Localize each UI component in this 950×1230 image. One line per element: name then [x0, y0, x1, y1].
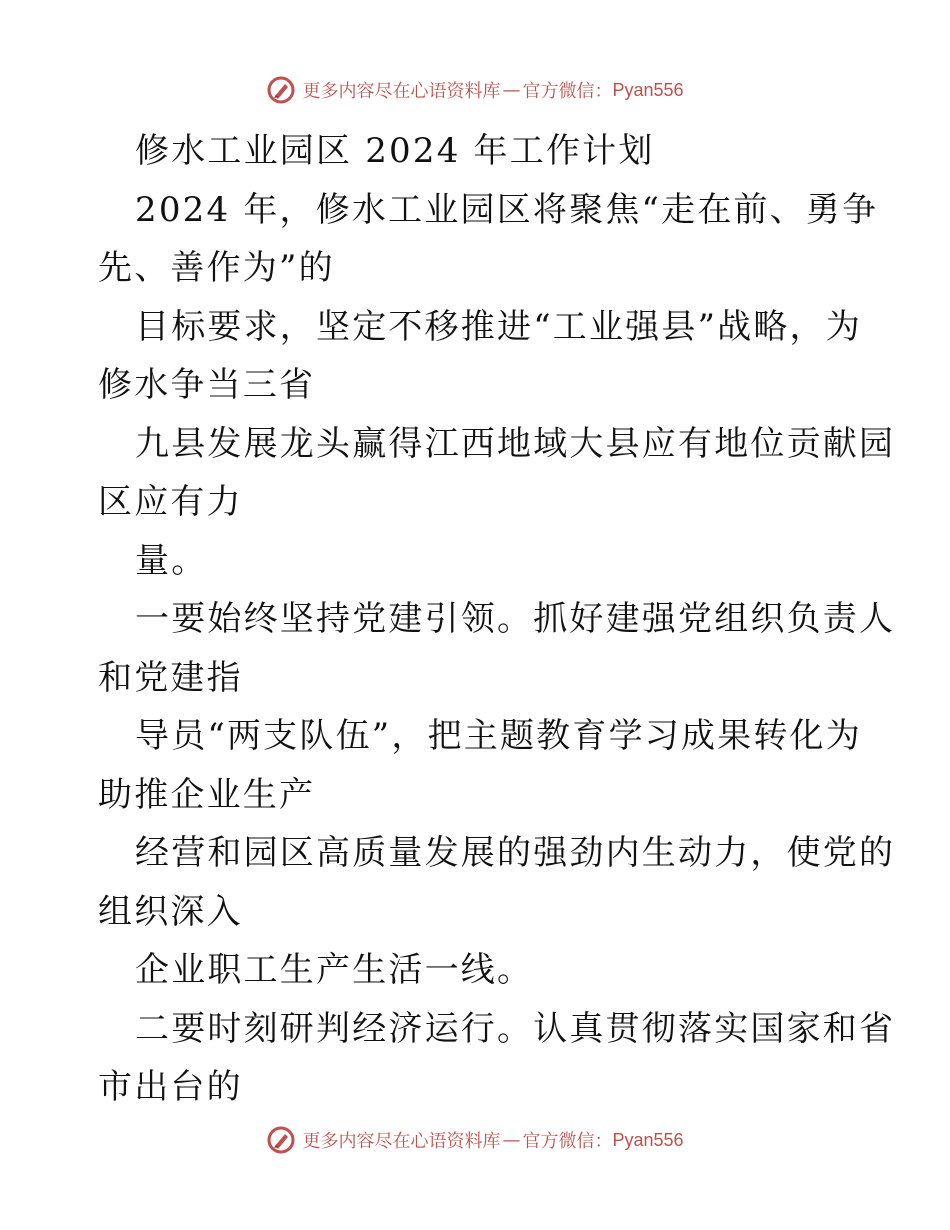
watermark-separator: — [502, 1129, 521, 1151]
pen-logo-icon [266, 75, 296, 105]
text-line: 企业职工生产生活一线。 [135, 950, 534, 990]
text-line: 九县发展龙头赢得江西地域大县应有地位贡献园 [135, 423, 896, 464]
text-line: 区应有力 [98, 482, 243, 522]
pen-logo-icon [266, 1125, 296, 1155]
text-line: 先、善作为”的 [98, 248, 335, 288]
watermark-separator: — [502, 79, 521, 101]
text-line: 修水争当三省 [98, 365, 316, 405]
text-line: 量。 [135, 540, 208, 581]
watermark-label: 官方微信： [522, 1131, 613, 1152]
text-line: 和党建指 [98, 657, 243, 698]
text-line: 2024 年，修水工业园区将聚焦“走在前、勇争 [135, 189, 879, 230]
text-line: 经营和园区高质量发展的强劲内生动力，使党的 [135, 833, 896, 873]
watermark-text: 更多内容尽在心语资料库 [302, 1131, 501, 1152]
document-body [98, 122, 896, 1117]
watermark-label: 官方微信： [522, 81, 613, 102]
text-line: 目标要求，坚定不移推进“工业强县”战略，为 [135, 306, 862, 347]
text-line: 市出台的 [98, 1067, 243, 1107]
document-title: 修水工业园区 2024 年工作计划 [135, 131, 655, 171]
watermark-wechat-id: Pyan556 [612, 79, 684, 100]
text-line: 一要始终坚持党建引领。抓好建强党组织负责人 [135, 599, 896, 639]
text-line: 导员“两支队伍”，把主题教育学习成果转化为 [135, 716, 862, 756]
footer-watermark [0, 1120, 950, 1160]
watermark-text: 更多内容尽在心语资料库 [302, 81, 501, 102]
text-line: 助推企业生产 [98, 774, 316, 815]
watermark-wechat-id: Pyan556 [612, 1129, 684, 1150]
header-watermark [0, 70, 950, 110]
text-line: 组织深入 [98, 891, 243, 932]
text-line: 二要时刻研判经济运行。认真贯彻落实国家和省 [135, 1008, 896, 1049]
